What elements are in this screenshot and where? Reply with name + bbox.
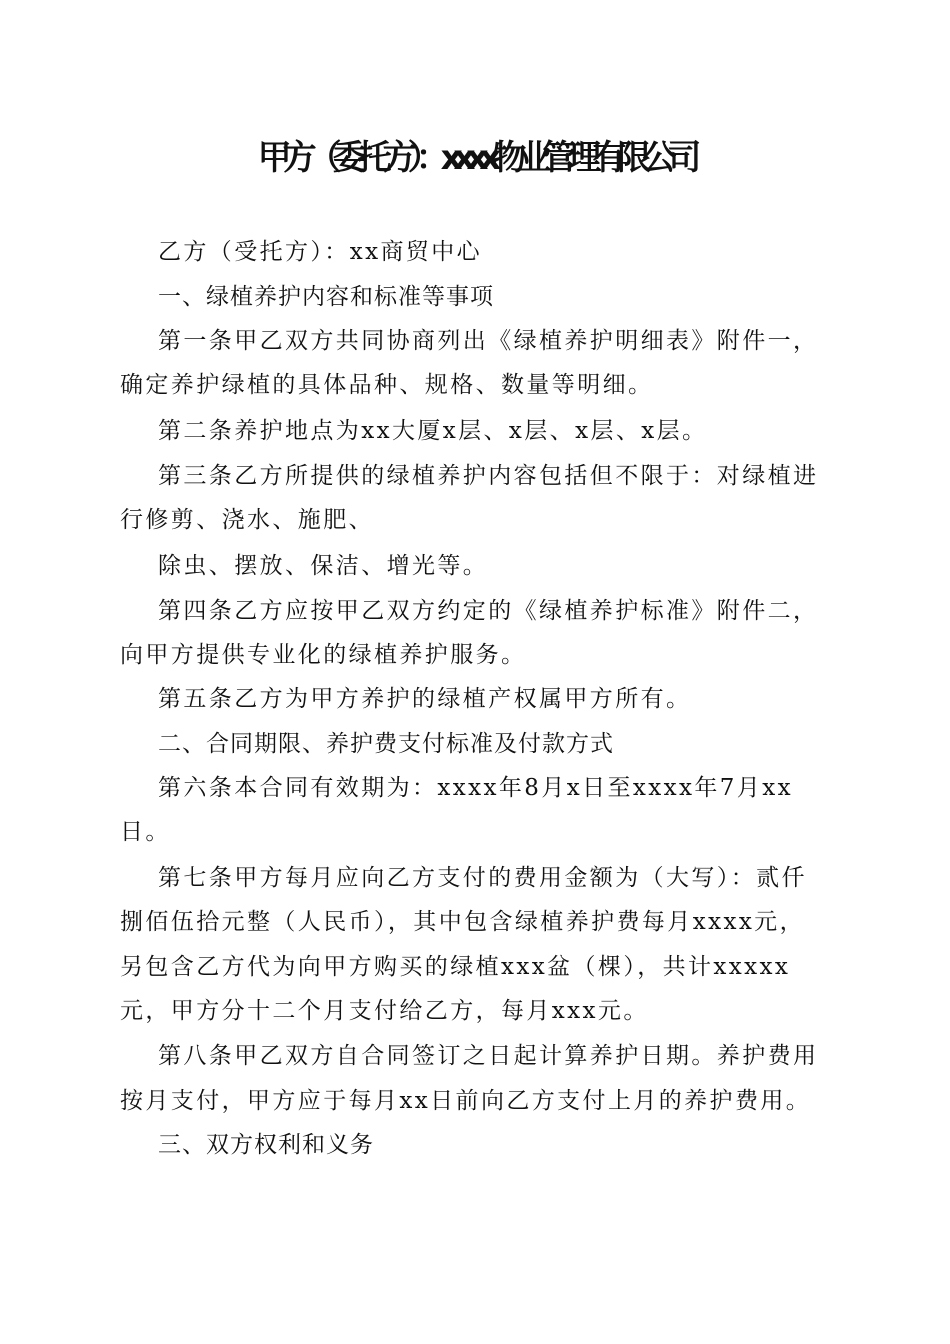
article-1-line-2: 确定养护绿植的具体品种、规格、数量等明细。: [120, 372, 654, 398]
article-3-line-3: 除虫、摆放、保洁、增光等。: [158, 553, 489, 579]
article-7-line-4: 元，甲方分十二个月支付给乙方，每月xxx元。: [120, 998, 649, 1024]
article-1-line-1: 第一条甲乙双方共同协商列出《绿植养护明细表》附件一，: [158, 328, 819, 354]
section-heading-3: 三、双方权利和义务: [158, 1132, 374, 1158]
article-3-line-2: 行修剪、浇水、施肥、: [120, 507, 374, 533]
article-4-line-1: 第四条乙方应按甲乙双方约定的《绿植养护标准》附件二，: [158, 598, 819, 624]
article-7-line-1: 第七条甲方每月应向乙方支付的费用金额为（大写）：贰仟: [158, 865, 807, 891]
article-7-line-3: 另包含乙方代为向甲方购买的绿植xxx盆（棵），共计xxxxx: [120, 954, 791, 980]
article-3-line-1: 第三条乙方所提供的绿植养护内容包括但不限于：对绿植进: [158, 463, 819, 489]
article-6-line-1: 第六条本合同有效期为：xxxx年8月x日至xxxx年7月xx: [158, 775, 793, 801]
article-5-line-1: 第五条乙方为甲方养护的绿植产权属甲方所有。: [158, 686, 692, 712]
article-2-line-1: 第二条养护地点为xx大厦x层、x层、x层、x层。: [158, 418, 708, 444]
article-8-line-2: 按月支付，甲方应于每月xx日前向乙方支付上月的养护费用。: [120, 1088, 812, 1114]
section-heading-2: 二、合同期限、养护费支付标准及付款方式: [158, 731, 614, 757]
article-6-line-2: 日。: [120, 819, 171, 845]
party-b-line: 乙方（受托方）：xx商贸中心: [158, 239, 483, 265]
section-heading-1: 一、绿植养护内容和标准等事项: [158, 284, 494, 310]
document-title: 甲方（委托方）：xxxx物业管理有限公司: [257, 138, 693, 178]
article-8-line-1: 第八条甲乙双方自合同签订之日起计算养护日期。养护费用: [158, 1043, 819, 1069]
article-7-line-2: 捌佰伍拾元整（人民币），其中包含绿植养护费每月xxxx元，: [120, 909, 805, 935]
article-4-line-2: 向甲方提供专业化的绿植养护服务。: [120, 642, 527, 668]
